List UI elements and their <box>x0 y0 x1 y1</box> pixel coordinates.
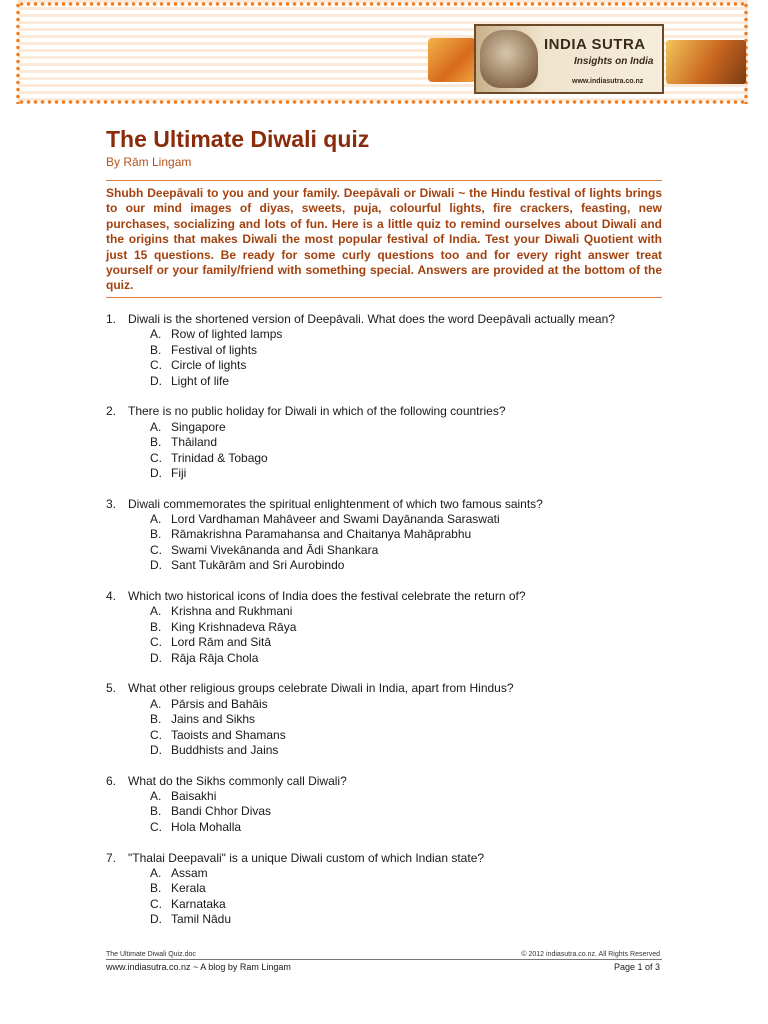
option-letter: A. <box>150 604 162 619</box>
question-item <box>106 851 666 928</box>
option-text: Karnataka <box>171 896 226 911</box>
option-letter: D. <box>150 912 162 927</box>
answer-options <box>106 327 666 389</box>
option-letter: D. <box>150 650 162 665</box>
option-letter: C. <box>150 819 162 834</box>
footer-rule <box>106 959 662 960</box>
option-letter: D. <box>150 465 162 480</box>
answer-option <box>150 866 666 881</box>
answer-option <box>150 743 666 758</box>
option-text: Singapore <box>171 419 226 434</box>
question-text: What do the Sikhs commonly call Diwali? <box>128 773 347 788</box>
question-item <box>106 774 666 836</box>
option-letter: C. <box>150 896 162 911</box>
page-title: The Ultimate Diwali quiz <box>106 126 370 152</box>
page-number: Page 1 of 3 <box>613 962 660 972</box>
footer-blog-link[interactable]: www.indiasutra.co.nz ~ A blog by Ram Lingam <box>106 962 291 972</box>
option-letter: D. <box>150 373 162 388</box>
option-text: Sant Tukārām and Sri Aurobindo <box>171 558 345 573</box>
option-text: Festival of lights <box>171 342 258 357</box>
answer-options <box>106 512 666 574</box>
option-text: Row of lighted lamps <box>171 327 283 342</box>
option-letter: B. <box>150 435 162 450</box>
answer-option <box>150 712 666 727</box>
option-text: Rāja Rāja Chola <box>171 650 259 665</box>
answer-option <box>150 358 666 373</box>
question-text: Diwali is the shortened version of Deepāvali. What does the word Deepāvali actually mean? <box>128 312 615 326</box>
question-text: Diwali commemorates the spiritual enlightenment of which two famous saints? <box>128 496 543 511</box>
question-row <box>106 312 666 327</box>
answer-option <box>150 327 666 342</box>
answer-options <box>106 866 666 928</box>
answer-option <box>150 804 666 819</box>
option-text: Krishna and Rukhmani <box>171 604 293 619</box>
option-letter: A. <box>150 865 162 880</box>
option-text: Light of life <box>171 373 230 388</box>
option-text: Bandi Chhor Divas <box>171 804 272 819</box>
option-letter: C. <box>150 358 162 373</box>
option-text: Rāmakrishna Paramahansa and Chaitanya Mahāprabhu <box>171 527 472 542</box>
answer-option <box>150 558 666 573</box>
option-letter: C. <box>150 635 162 650</box>
logo-url: www.indiasutra.co.nz <box>572 78 644 85</box>
option-letter: D. <box>150 558 162 573</box>
question-item <box>106 589 666 666</box>
intro-rule-top <box>106 180 662 181</box>
option-letter: A. <box>150 512 162 527</box>
answer-option <box>150 466 666 481</box>
option-letter: D. <box>150 742 162 757</box>
option-letter: A. <box>150 696 162 711</box>
question-item <box>106 681 666 758</box>
decorative-painting-left <box>428 38 476 82</box>
decorative-painting-right <box>666 40 746 84</box>
elephant-icon <box>480 30 538 88</box>
option-letter: C. <box>150 727 162 742</box>
answer-option <box>150 820 666 835</box>
question-number: 1. <box>106 312 117 326</box>
option-text: Pārsis and Bahāis <box>171 696 268 711</box>
answer-option <box>150 789 666 804</box>
option-letter: A. <box>150 327 162 342</box>
intro-rule-bottom <box>106 297 662 298</box>
question-item <box>106 497 666 574</box>
option-text: Jains and Sikhs <box>171 712 256 727</box>
answer-option <box>150 543 666 558</box>
option-letter: B. <box>150 881 162 896</box>
option-text: Circle of lights <box>171 358 247 373</box>
option-text: Hola Mohalla <box>171 819 242 834</box>
question-text: There is no public holiday for Diwali in which of the following countries? <box>128 404 506 419</box>
question-row <box>106 681 666 696</box>
option-letter: C. <box>150 542 162 557</box>
option-text: Assam <box>171 865 208 880</box>
question-number: 5. <box>106 681 117 696</box>
option-letter: B. <box>150 527 162 542</box>
answer-option <box>150 435 666 450</box>
option-letter: B. <box>150 342 162 357</box>
option-text: King Krishnadeva Rāya <box>171 619 297 634</box>
dotted-border-top <box>18 2 748 6</box>
answer-option <box>150 897 666 912</box>
option-letter: A. <box>150 419 162 434</box>
question-text: Which two historical icons of India does the festival celebrate the return of? <box>128 588 526 603</box>
option-text: Buddhists and Jains <box>171 742 279 757</box>
question-row <box>106 497 666 512</box>
option-text: Fiji <box>171 465 187 480</box>
answer-option <box>150 420 666 435</box>
footer-copyright: © 2012 indiasutra.co.nz. All Rights Reserved <box>521 951 660 958</box>
option-text: Lord Rām and Sitā <box>171 635 272 650</box>
option-text: Trinidad & Tobago <box>171 450 268 465</box>
option-letter: B. <box>150 619 162 634</box>
answer-options <box>106 697 666 759</box>
answer-options <box>106 604 666 666</box>
answer-option <box>150 512 666 527</box>
dotted-border-bottom <box>18 100 748 104</box>
question-list <box>106 312 666 928</box>
answer-options <box>106 789 666 835</box>
option-letter: B. <box>150 804 162 819</box>
answer-option <box>150 343 666 358</box>
answer-option <box>150 881 666 896</box>
option-text: Taoists and Shamans <box>171 727 286 742</box>
option-text: Swami Vivekānanda and Ādi Shankara <box>171 542 379 557</box>
option-text: Kerala <box>171 881 206 896</box>
question-number: 2. <box>106 404 117 419</box>
option-text: Baisakhi <box>171 789 217 804</box>
question-number: 4. <box>106 588 117 603</box>
option-letter: A. <box>150 789 162 804</box>
intro-paragraph: Shubh Deepāvali to you and your family. Deepāvali or Diwali ~ the Hindu festival of lights brings to our mind images of diyas, sweets, puja, colourful lights, fire crackers, feasting, new purchases, socializing and lots of fun. Here is a little quiz to remind ourselves about Diwali and the origins that makes Diwali the most popular festival of India. Test your Diwali Quotient with just 15 questions. Be ready for some curly questions too and for every right answer treat yourself or your family/friend with something special. Answers are provided at the bottom of the quiz. <box>106 186 662 293</box>
india-sutra-logo <box>474 24 664 94</box>
question-row <box>106 774 666 789</box>
option-text: Tamil Nādu <box>171 912 232 927</box>
author-byline: By Rām Lingam <box>106 155 192 169</box>
question-item <box>106 404 666 481</box>
question-row <box>106 589 666 604</box>
question-row <box>106 851 666 866</box>
question-number: 6. <box>106 773 117 788</box>
answer-option <box>150 651 666 666</box>
answer-option <box>150 912 666 927</box>
footer-doc-name: The Ultimate Diwali Quiz.doc <box>106 951 196 958</box>
option-text: Lord Vardhaman Mahāveer and Swami Dayānanda Saraswati <box>171 512 500 527</box>
option-text: Thāiland <box>171 435 218 450</box>
answer-option <box>150 728 666 743</box>
option-letter: B. <box>150 712 162 727</box>
question-text: What other religious groups celebrate Diwali in India, apart from Hindus? <box>128 681 514 696</box>
answer-option <box>150 697 666 712</box>
answer-option <box>150 451 666 466</box>
answer-option <box>150 527 666 542</box>
question-row <box>106 404 666 419</box>
option-letter: C. <box>150 450 162 465</box>
answer-option <box>150 620 666 635</box>
question-number: 7. <box>106 850 117 865</box>
answer-option <box>150 374 666 389</box>
question-text: "Thalai Deepavali" is a unique Diwali custom of which Indian state? <box>128 850 485 865</box>
question-item <box>106 312 666 389</box>
answer-option <box>150 635 666 650</box>
logo-title: INDIA SUTRA <box>544 36 646 53</box>
logo-tagline: Insights on India <box>574 56 654 67</box>
answer-options <box>106 420 666 482</box>
dotted-border-left <box>16 2 20 104</box>
question-number: 3. <box>106 496 117 511</box>
answer-option <box>150 604 666 619</box>
